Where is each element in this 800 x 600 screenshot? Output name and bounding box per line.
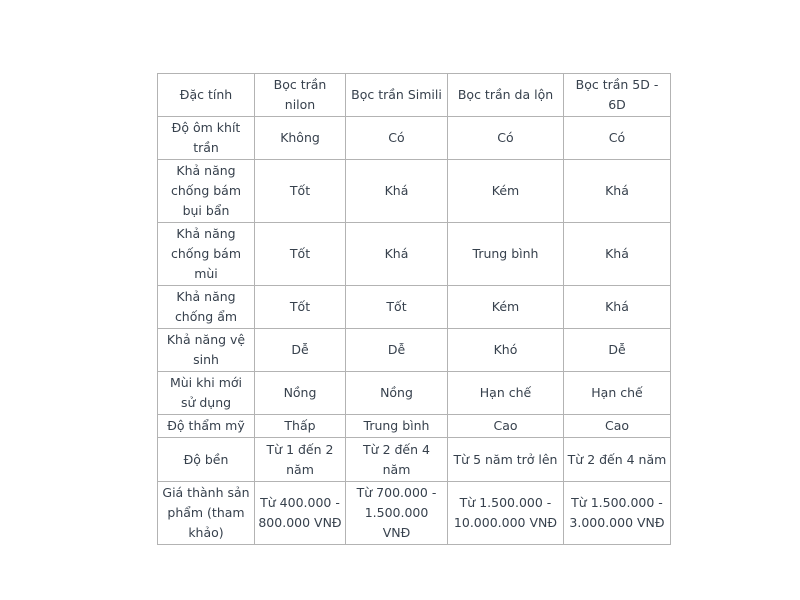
cell-value: Từ 5 năm trở lên [448, 438, 564, 482]
cell-value: Tốt [255, 223, 346, 286]
cell-value: Tốt [346, 286, 448, 329]
table-row [158, 372, 671, 415]
row-label: Mùi khi mới sử dụng [158, 372, 255, 415]
cell-value: Có [448, 117, 564, 160]
header-cell-boc-tran-nilon: Bọc trần nilon [255, 74, 346, 117]
cell-value: Có [564, 117, 671, 160]
cell-value: Trung bình [346, 415, 448, 438]
cell-value: Nồng [255, 372, 346, 415]
cell-value: Từ 1.500.000 - 10.000.000 VNĐ [448, 482, 564, 545]
table-row [158, 117, 671, 160]
cell-value: Từ 1.500.000 - 3.000.000 VNĐ [564, 482, 671, 545]
cell-value: Thấp [255, 415, 346, 438]
cell-value: Dễ [255, 329, 346, 372]
cell-value: Có [346, 117, 448, 160]
table-row [158, 286, 671, 329]
header-cell-dac-tinh: Đặc tính [158, 74, 255, 117]
row-label: Khả năng chống ẩm [158, 286, 255, 329]
row-label: Độ ôm khít trần [158, 117, 255, 160]
cell-value: Khá [346, 160, 448, 223]
header-cell-boc-tran-5d-6d: Bọc trần 5D - 6D [564, 74, 671, 117]
table-row [158, 438, 671, 482]
cell-value: Trung bình [448, 223, 564, 286]
cell-value: Khó [448, 329, 564, 372]
comparison-table [157, 73, 671, 545]
cell-value: Kém [448, 286, 564, 329]
header-cell-boc-tran-simili: Bọc trần Simili [346, 74, 448, 117]
cell-value: Từ 400.000 - 800.000 VNĐ [255, 482, 346, 545]
row-label: Khả năng chống bám bụi bẩn [158, 160, 255, 223]
cell-value: Từ 700.000 - 1.500.000 VNĐ [346, 482, 448, 545]
row-label: Độ thẩm mỹ [158, 415, 255, 438]
cell-value: Khá [564, 160, 671, 223]
cell-value: Tốt [255, 286, 346, 329]
header-cell-boc-tran-da-lon: Bọc trần da lộn [448, 74, 564, 117]
cell-value: Cao [564, 415, 671, 438]
cell-value: Không [255, 117, 346, 160]
cell-value: Cao [448, 415, 564, 438]
cell-value: Nồng [346, 372, 448, 415]
cell-value: Tốt [255, 160, 346, 223]
cell-value: Hạn chế [448, 372, 564, 415]
cell-value: Khá [564, 223, 671, 286]
row-label: Khả năng chống bám mùi [158, 223, 255, 286]
table-row [158, 415, 671, 438]
header-row [158, 74, 671, 117]
cell-value: Hạn chế [564, 372, 671, 415]
table-row [158, 223, 671, 286]
row-label: Độ bền [158, 438, 255, 482]
table-row [158, 160, 671, 223]
row-label: Khả năng vệ sinh [158, 329, 255, 372]
cell-value: Từ 1 đến 2 năm [255, 438, 346, 482]
table-row [158, 482, 671, 545]
cell-value: Dễ [346, 329, 448, 372]
row-label: Giá thành sản phẩm (tham khảo) [158, 482, 255, 545]
cell-value: Từ 2 đến 4 năm [346, 438, 448, 482]
cell-value: Kém [448, 160, 564, 223]
cell-value: Khá [564, 286, 671, 329]
cell-value: Khá [346, 223, 448, 286]
cell-value: Từ 2 đến 4 năm [564, 438, 671, 482]
cell-value: Dễ [564, 329, 671, 372]
table-row [158, 329, 671, 372]
